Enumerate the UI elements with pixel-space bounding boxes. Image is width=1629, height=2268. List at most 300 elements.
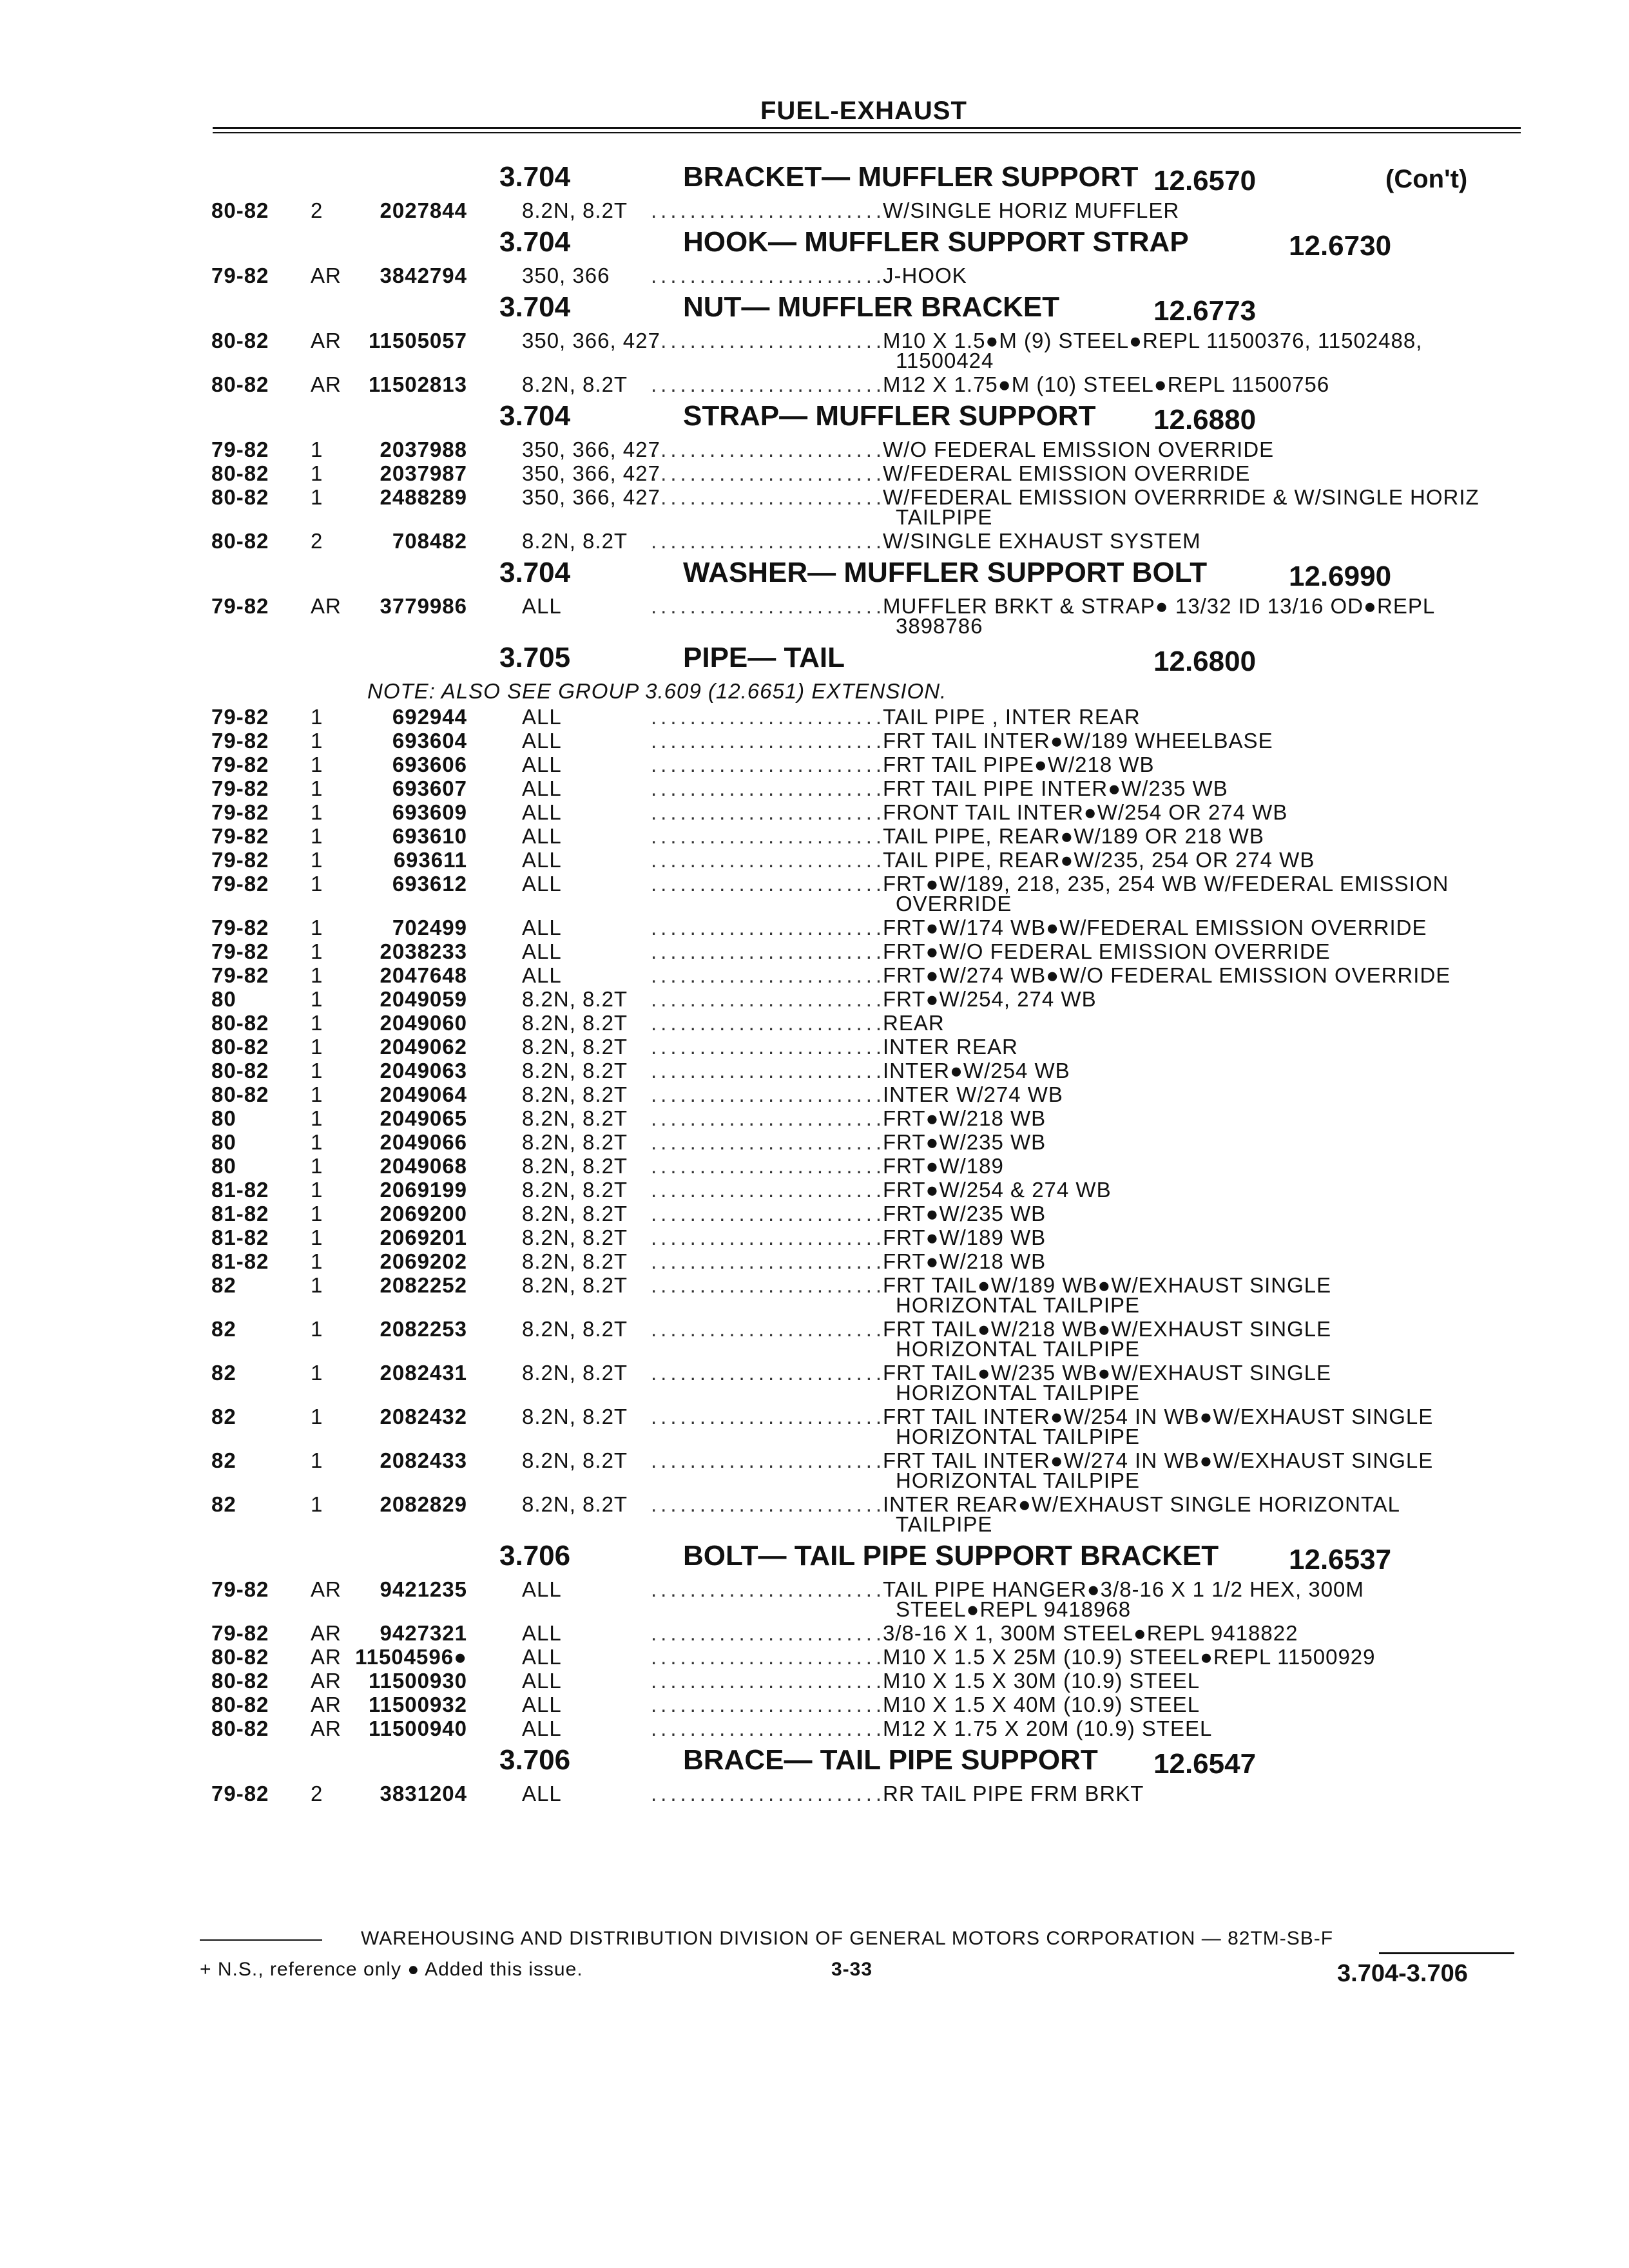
part-quantity: 1 (311, 916, 323, 939)
leader-dots: ........................ (651, 1716, 886, 1740)
part-application: 350, 366, 427 (522, 329, 660, 352)
part-number: 11500930 (368, 1669, 467, 1693)
part-quantity: 1 (311, 824, 323, 848)
leader-dots: ........................ (651, 1448, 886, 1472)
leader-dots: ........................ (651, 264, 886, 287)
leader-dots: ........................ (651, 916, 886, 939)
part-application: 8.2N, 8.2T (522, 198, 628, 222)
part-description-continued: 3898786 (896, 614, 983, 638)
part-year-range: 79-82 (211, 916, 269, 939)
part-year-range: 81-82 (211, 1249, 269, 1273)
part-year-range: 80-82 (211, 529, 269, 553)
part-row (0, 1361, 1629, 1384)
part-description: FRT TAIL PIPE INTER●W/235 WB (883, 776, 1228, 800)
footer-group-range: 3.704-3.706 (1337, 1960, 1468, 1987)
leader-dots: ........................ (651, 1577, 886, 1601)
part-application: 8.2N, 8.2T (522, 987, 628, 1011)
part-year-range: 80-82 (211, 198, 269, 222)
section-continued-label: (Con't) (1385, 165, 1468, 193)
part-row (0, 461, 1629, 485)
part-row (0, 1621, 1629, 1644)
part-number: 11500940 (368, 1716, 467, 1740)
leader-dots: ........................ (651, 1273, 886, 1297)
part-quantity: 1 (311, 1405, 323, 1428)
leader-dots: ........................ (651, 1361, 886, 1385)
part-description-continued: OVERRIDE (896, 892, 1012, 916)
part-application: 8.2N, 8.2T (522, 1249, 628, 1273)
part-description-continued: HORIZONTAL TAILPIPE (896, 1468, 1141, 1492)
section-part-name: STRAP— MUFFLER SUPPORT (683, 400, 1096, 432)
part-quantity: 1 (311, 1106, 323, 1130)
part-quantity: 1 (311, 987, 323, 1011)
part-quantity: 1 (311, 1082, 323, 1106)
header-rule-secondary (213, 132, 1521, 133)
part-row (0, 329, 1629, 352)
part-number: 11505057 (368, 329, 467, 352)
part-number: 2049062 (380, 1035, 467, 1059)
part-number: 3831204 (380, 1782, 467, 1805)
leader-dots: ........................ (651, 1154, 886, 1178)
part-description: FRT●W/O FEDERAL EMISSION OVERRIDE (883, 939, 1331, 963)
part-year-range: 79-82 (211, 963, 269, 987)
part-application: ALL (522, 1782, 562, 1805)
part-number: 11500932 (368, 1693, 467, 1716)
part-number: 2047648 (380, 963, 467, 987)
leader-dots: ........................ (651, 1106, 886, 1130)
section-part-name: BRACKET— MUFFLER SUPPORT (683, 161, 1139, 193)
leader-dots: ........................ (651, 1782, 886, 1805)
part-number: 2069200 (380, 1202, 467, 1225)
part-description: TAIL PIPE, REAR●W/189 OR 218 WB (883, 824, 1264, 848)
part-description: FRT●W/254 & 274 WB (883, 1178, 1112, 1202)
part-application: ALL (522, 800, 562, 824)
section-heading (0, 161, 1629, 197)
part-quantity: 1 (311, 1317, 323, 1341)
part-row (0, 1716, 1629, 1740)
part-quantity: 1 (311, 776, 323, 800)
part-row (0, 1011, 1629, 1034)
part-row (0, 987, 1629, 1010)
part-year-range: 79-82 (211, 437, 269, 461)
section-group-number: 3.704 (499, 557, 571, 588)
section-category-code: 12.6547 (1153, 1748, 1257, 1780)
part-row (0, 1669, 1629, 1692)
part-application: 350, 366, 427 (522, 437, 660, 461)
part-description: FRT●W/235 WB (883, 1202, 1046, 1225)
part-row (0, 1405, 1629, 1428)
part-row (0, 1225, 1629, 1249)
part-row (0, 1202, 1629, 1225)
section-category-code: 12.6990 (1289, 561, 1392, 592)
part-year-range: 80-82 (211, 1011, 269, 1035)
part-row (0, 529, 1629, 552)
part-row (0, 872, 1629, 895)
part-year-range: 81-82 (211, 1178, 269, 1202)
part-row (0, 594, 1629, 617)
section-category-code: 12.6570 (1153, 165, 1257, 197)
part-application: 8.2N, 8.2T (522, 1202, 628, 1225)
part-quantity: 1 (311, 1492, 323, 1516)
footer-division: WAREHOUSING AND DISTRIBUTION DIVISION OF GENERAL MOTORS CORPORATION — 82TM-SB-F (361, 1928, 1334, 1949)
section-category-code: 12.6537 (1289, 1544, 1392, 1575)
leader-dots: ........................ (651, 594, 886, 618)
part-row (0, 1106, 1629, 1129)
part-quantity: 1 (311, 800, 323, 824)
section-heading (0, 1540, 1629, 1575)
leader-dots: ........................ (651, 1035, 886, 1059)
leader-dots: ........................ (651, 461, 886, 485)
part-description: TAIL PIPE HANGER●3/8-16 X 1 1/2 HEX, 300M (883, 1577, 1364, 1601)
leader-dots: ........................ (651, 1082, 886, 1106)
part-quantity: 1 (311, 1035, 323, 1059)
part-number: 2037988 (380, 437, 467, 461)
part-row (0, 1577, 1629, 1600)
leader-dots: ........................ (651, 1693, 886, 1716)
part-application: ALL (522, 594, 562, 618)
part-application: ALL (522, 872, 562, 896)
part-number: 693606 (392, 753, 467, 776)
leader-dots: ........................ (651, 485, 886, 509)
part-quantity: 1 (311, 485, 323, 509)
part-application: ALL (522, 848, 562, 872)
part-application: 8.2N, 8.2T (522, 529, 628, 553)
section-part-name: WASHER— MUFFLER SUPPORT BOLT (683, 557, 1208, 588)
part-year-range: 79-82 (211, 848, 269, 872)
part-row (0, 1448, 1629, 1472)
part-number: 693610 (392, 824, 467, 848)
section-group-number: 3.704 (499, 226, 571, 258)
part-number: 11504596● (355, 1645, 467, 1669)
part-year-range: 81-82 (211, 1225, 269, 1249)
part-year-range: 80-82 (211, 1669, 269, 1693)
part-description: FRT●W/274 WB●W/O FEDERAL EMISSION OVERRIDE (883, 963, 1451, 987)
leader-dots: ........................ (651, 848, 886, 872)
part-description: FRT●W/254, 274 WB (883, 987, 1097, 1011)
part-quantity: 2 (311, 529, 323, 553)
part-year-range: 80-82 (211, 1645, 269, 1669)
part-application: ALL (522, 939, 562, 963)
leader-dots: ........................ (651, 776, 886, 800)
part-application: ALL (522, 916, 562, 939)
leader-dots: ........................ (651, 1621, 886, 1645)
part-number: 2049066 (380, 1130, 467, 1154)
part-row (0, 1693, 1629, 1716)
part-row (0, 1035, 1629, 1058)
part-quantity: 1 (311, 753, 323, 776)
part-number: 2082432 (380, 1405, 467, 1428)
section-part-name: BRACE— TAIL PIPE SUPPORT (683, 1744, 1098, 1776)
section-heading (0, 226, 1629, 262)
part-description: M10 X 1.5 X 25M (10.9) STEEL●REPL 11500929 (883, 1645, 1376, 1669)
part-year-range: 79-82 (211, 824, 269, 848)
part-quantity: AR (311, 1693, 342, 1716)
part-number: 2082253 (380, 1317, 467, 1341)
part-row (0, 1492, 1629, 1515)
part-number: 2488289 (380, 485, 467, 509)
part-row (0, 1273, 1629, 1296)
part-description: FRT TAIL PIPE●W/218 WB (883, 753, 1155, 776)
footer-rule-left (200, 1939, 322, 1941)
part-year-range: 82 (211, 1317, 236, 1341)
part-number: 702499 (392, 916, 467, 939)
section-category-code: 12.6773 (1153, 295, 1257, 327)
footer-page-number: 3-33 (831, 1959, 873, 1980)
part-number: 693609 (392, 800, 467, 824)
part-description: INTER REAR●W/EXHAUST SINGLE HORIZONTAL (883, 1492, 1400, 1516)
section-part-name: PIPE— TAIL (683, 642, 845, 673)
leader-dots: ........................ (651, 198, 886, 222)
part-year-range: 80-82 (211, 329, 269, 352)
section-heading (0, 557, 1629, 592)
part-number: 2082433 (380, 1448, 467, 1472)
part-number: 2037987 (380, 461, 467, 485)
part-application: ALL (522, 753, 562, 776)
part-quantity: AR (311, 1716, 342, 1740)
section-part-name: NUT— MUFFLER BRACKET (683, 291, 1060, 323)
section-part-name: HOOK— MUFFLER SUPPORT STRAP (683, 226, 1189, 258)
part-quantity: 2 (311, 1782, 323, 1805)
part-row (0, 264, 1629, 287)
footer-rule-right (1379, 1952, 1514, 1954)
part-number: 693611 (393, 848, 467, 872)
leader-dots: ........................ (651, 939, 886, 963)
part-year-range: 80-82 (211, 1693, 269, 1716)
part-application: 8.2N, 8.2T (522, 1059, 628, 1082)
part-quantity: 1 (311, 1273, 323, 1297)
part-year-range: 80 (211, 1154, 236, 1178)
part-row (0, 1249, 1629, 1273)
part-row (0, 848, 1629, 871)
part-year-range: 80-82 (211, 372, 269, 396)
part-description: M10 X 1.5●M (9) STEEL●REPL 11500376, 11502488, (883, 329, 1423, 352)
part-row (0, 916, 1629, 939)
part-year-range: 81-82 (211, 1202, 269, 1225)
leader-dots: ........................ (651, 1645, 886, 1669)
section-group-number: 3.706 (499, 1744, 571, 1776)
part-application: ALL (522, 1693, 562, 1716)
section-heading (0, 291, 1629, 327)
leader-dots: ........................ (651, 872, 886, 896)
part-number: 9421235 (380, 1577, 467, 1601)
section-group-number: 3.704 (499, 400, 571, 432)
part-year-range: 80 (211, 1106, 236, 1130)
part-description: 3/8-16 X 1, 300M STEEL●REPL 9418822 (883, 1621, 1298, 1645)
part-description-continued: TAILPIPE (896, 1512, 993, 1536)
part-application: ALL (522, 1621, 562, 1645)
part-number: 2069202 (380, 1249, 467, 1273)
leader-dots: ........................ (651, 1249, 886, 1273)
part-quantity: 1 (311, 705, 323, 729)
part-row (0, 705, 1629, 728)
part-quantity: 1 (311, 963, 323, 987)
part-year-range: 79-82 (211, 264, 269, 287)
part-quantity: 1 (311, 848, 323, 872)
part-description: FRT TAIL INTER●W/254 IN WB●W/EXHAUST SINGLE (883, 1405, 1434, 1428)
part-quantity: AR (311, 1669, 342, 1693)
part-year-range: 80 (211, 987, 236, 1011)
part-quantity: 1 (311, 1011, 323, 1035)
leader-dots: ........................ (651, 800, 886, 824)
part-application: 8.2N, 8.2T (522, 1154, 628, 1178)
leader-dots: ........................ (651, 529, 886, 553)
leader-dots: ........................ (651, 824, 886, 848)
part-quantity: AR (311, 1621, 342, 1645)
part-description: REAR (883, 1011, 945, 1035)
part-quantity: AR (311, 1577, 342, 1601)
part-number: 708482 (392, 529, 467, 553)
leader-dots: ........................ (651, 1202, 886, 1225)
part-description: W/FEDERAL EMISSION OVERRIDE (883, 461, 1251, 485)
part-number: 692944 (392, 705, 467, 729)
part-year-range: 80-82 (211, 1035, 269, 1059)
part-description: FRT●W/174 WB●W/FEDERAL EMISSION OVERRIDE (883, 916, 1427, 939)
part-application: ALL (522, 1716, 562, 1740)
part-application: ALL (522, 776, 562, 800)
part-description-continued: HORIZONTAL TAILPIPE (896, 1337, 1141, 1361)
part-year-range: 80-82 (211, 1716, 269, 1740)
part-application: 8.2N, 8.2T (522, 372, 628, 396)
part-application: ALL (522, 1669, 562, 1693)
part-row (0, 963, 1629, 986)
part-row (0, 1317, 1629, 1340)
part-description: FRT●W/218 WB (883, 1106, 1046, 1130)
part-description: TAIL PIPE, REAR●W/235, 254 OR 274 WB (883, 848, 1315, 872)
leader-dots: ........................ (651, 753, 886, 776)
part-application: 8.2N, 8.2T (522, 1178, 628, 1202)
part-quantity: AR (311, 372, 342, 396)
part-description-continued: 11500424 (896, 349, 994, 372)
part-quantity: 1 (311, 1249, 323, 1273)
leader-dots: ........................ (651, 1225, 886, 1249)
part-number: 2049059 (380, 987, 467, 1011)
part-row (0, 1059, 1629, 1082)
part-quantity: 1 (311, 1225, 323, 1249)
leader-dots: ........................ (651, 963, 886, 987)
part-number: 693607 (392, 776, 467, 800)
part-quantity: AR (311, 1645, 342, 1669)
part-number: 2082829 (380, 1492, 467, 1516)
part-row (0, 800, 1629, 823)
part-quantity: 1 (311, 1202, 323, 1225)
part-year-range: 80-82 (211, 1059, 269, 1082)
part-number: 693612 (392, 872, 467, 896)
part-application: 8.2N, 8.2T (522, 1225, 628, 1249)
part-year-range: 79-82 (211, 872, 269, 896)
part-quantity: 1 (311, 1059, 323, 1082)
part-number: 693604 (392, 729, 467, 753)
section-heading (0, 1744, 1629, 1780)
part-description: W/O FEDERAL EMISSION OVERRIDE (883, 437, 1275, 461)
part-description: FRT●W/189, 218, 235, 254 WB W/FEDERAL EMISSION (883, 872, 1449, 896)
part-year-range: 80-82 (211, 485, 269, 509)
footer-legend: + N.S., reference only ● Added this issue. (200, 1959, 583, 1980)
part-number: 2027844 (380, 198, 467, 222)
part-description: FRT TAIL INTER●W/274 IN WB●W/EXHAUST SINGLE (883, 1448, 1434, 1472)
part-quantity: 1 (311, 461, 323, 485)
part-application: ALL (522, 1645, 562, 1669)
part-description: FRONT TAIL INTER●W/254 OR 274 WB (883, 800, 1288, 824)
part-row (0, 753, 1629, 776)
part-description: M12 X 1.75 X 20M (10.9) STEEL (883, 1716, 1213, 1740)
part-number: 2082252 (380, 1273, 467, 1297)
part-description: FRT TAIL●W/235 WB●W/EXHAUST SINGLE (883, 1361, 1332, 1385)
part-year-range: 79-82 (211, 729, 269, 753)
part-description: INTER W/274 WB (883, 1082, 1063, 1106)
part-description: M10 X 1.5 X 40M (10.9) STEEL (883, 1693, 1200, 1716)
page-title: FUEL-EXHAUST (760, 97, 967, 125)
part-application: 8.2N, 8.2T (522, 1492, 628, 1516)
part-application: 8.2N, 8.2T (522, 1273, 628, 1297)
section-category-code: 12.6880 (1153, 404, 1257, 436)
section-heading (0, 400, 1629, 436)
part-number: 2049068 (380, 1154, 467, 1178)
part-quantity: 1 (311, 872, 323, 896)
part-number: 9427321 (380, 1621, 467, 1645)
part-application: 8.2N, 8.2T (522, 1448, 628, 1472)
part-description: TAIL PIPE , INTER REAR (883, 705, 1141, 729)
part-description: M10 X 1.5 X 30M (10.9) STEEL (883, 1669, 1200, 1693)
part-quantity: 1 (311, 1130, 323, 1154)
part-number: 2049063 (380, 1059, 467, 1082)
part-number: 2049065 (380, 1106, 467, 1130)
leader-dots: ........................ (651, 1059, 886, 1082)
leader-dots: ........................ (651, 1317, 886, 1341)
part-application: 8.2N, 8.2T (522, 1011, 628, 1035)
part-year-range: 82 (211, 1448, 236, 1472)
part-application: ALL (522, 824, 562, 848)
part-description: W/FEDERAL EMISSION OVERRRIDE & W/SINGLE HORIZ (883, 485, 1480, 509)
leader-dots: ........................ (651, 437, 886, 461)
part-year-range: 79-82 (211, 1782, 269, 1805)
part-description: FRT●W/189 WB (883, 1225, 1046, 1249)
part-year-range: 79-82 (211, 705, 269, 729)
part-description-continued: HORIZONTAL TAILPIPE (896, 1293, 1141, 1317)
leader-dots: ........................ (651, 1178, 886, 1202)
part-number: 2049064 (380, 1082, 467, 1106)
part-application: 8.2N, 8.2T (522, 1361, 628, 1385)
part-application: 8.2N, 8.2T (522, 1317, 628, 1341)
part-row (0, 939, 1629, 963)
part-application: 8.2N, 8.2T (522, 1106, 628, 1130)
part-description: RR TAIL PIPE FRM BRKT (883, 1782, 1144, 1805)
part-year-range: 79-82 (211, 939, 269, 963)
part-year-range: 80-82 (211, 461, 269, 485)
part-number: 2049060 (380, 1011, 467, 1035)
part-row (0, 1130, 1629, 1153)
part-number: 2069201 (380, 1225, 467, 1249)
part-row (0, 372, 1629, 396)
part-row (0, 1154, 1629, 1177)
part-application: ALL (522, 705, 562, 729)
part-row (0, 485, 1629, 508)
leader-dots: ........................ (651, 1405, 886, 1428)
leader-dots: ........................ (651, 1492, 886, 1516)
part-description: W/SINGLE HORIZ MUFFLER (883, 198, 1180, 222)
part-description: FRT TAIL●W/189 WB●W/EXHAUST SINGLE (883, 1273, 1332, 1297)
part-year-range: 79-82 (211, 1621, 269, 1645)
part-quantity: AR (311, 329, 342, 352)
part-description-continued: HORIZONTAL TAILPIPE (896, 1425, 1141, 1448)
part-application: 8.2N, 8.2T (522, 1405, 628, 1428)
part-application: ALL (522, 963, 562, 987)
leader-dots: ........................ (651, 1669, 886, 1693)
part-row (0, 437, 1629, 461)
part-row (0, 1782, 1629, 1805)
part-description: J-HOOK (883, 264, 967, 287)
part-description: FRT TAIL●W/218 WB●W/EXHAUST SINGLE (883, 1317, 1332, 1341)
part-quantity: 1 (311, 939, 323, 963)
section-group-number: 3.705 (499, 642, 571, 673)
